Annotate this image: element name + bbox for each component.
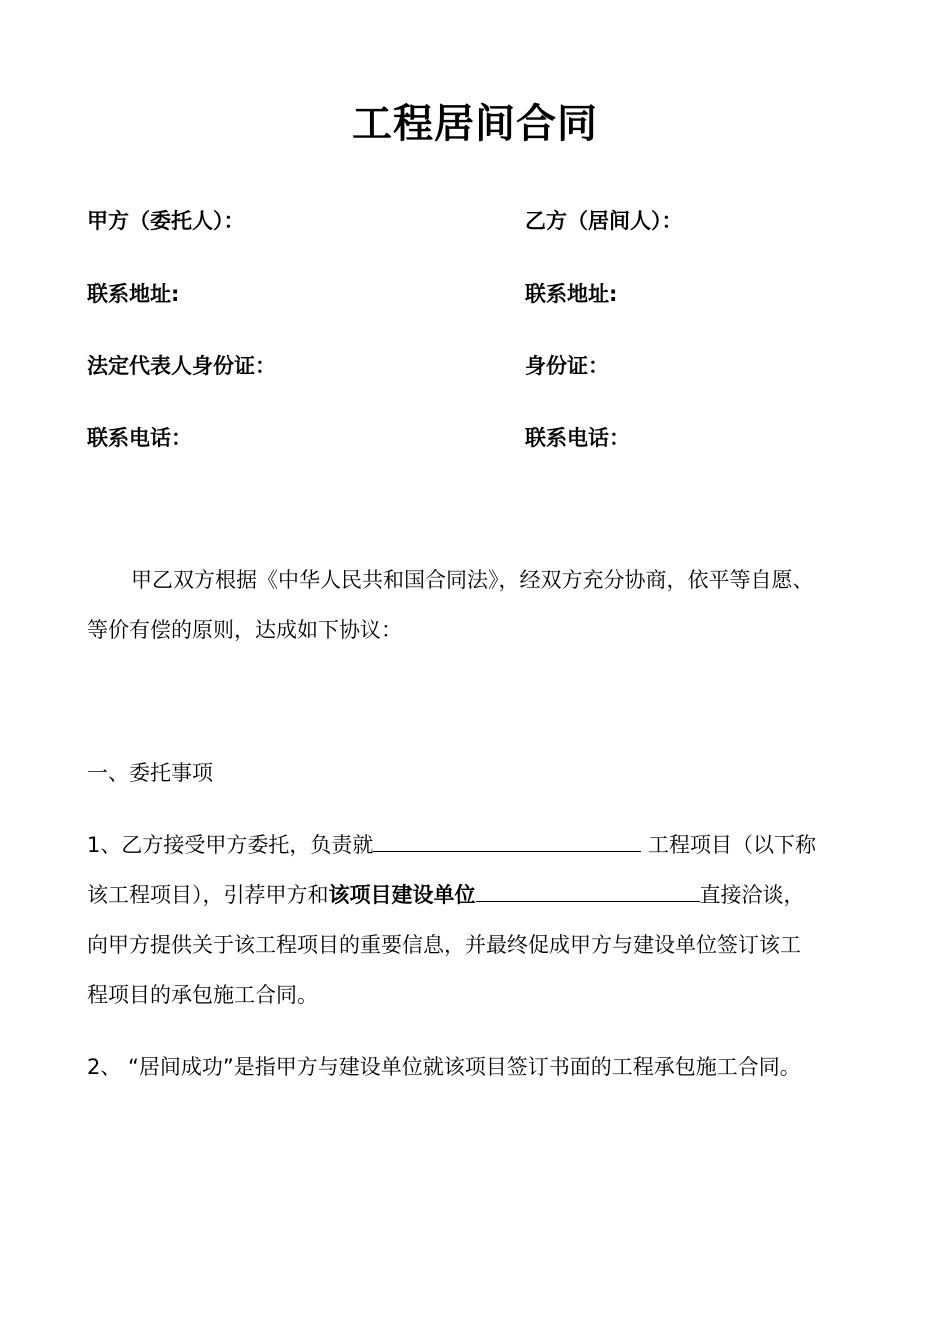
builder-name-blank — [476, 879, 700, 902]
intro-line-2: 等价有偿的原则，达成如下协议： — [87, 618, 402, 642]
project-name-blank — [373, 829, 641, 852]
clause-1-text-b: 工程项目（以下称 — [641, 833, 817, 857]
clause-1-text-c: 该工程项目），引荐甲方和 — [87, 883, 329, 907]
clause-1-line-3: 向甲方提供关于该工程项目的重要信息，并最终促成甲方与建设单位签订该工 — [87, 933, 801, 957]
party-b-phone-label: 联系电话： — [525, 426, 630, 450]
party-row-phone — [87, 422, 887, 452]
party-b-label: 乙方（居间人）： — [525, 209, 683, 233]
intro-paragraph — [87, 555, 862, 655]
party-a-address-label: 联系地址: — [87, 282, 180, 306]
party-row-address — [87, 278, 887, 308]
party-b-address-label: 联系地址: — [525, 282, 618, 306]
intro-line-1: 甲乙双方根据《中华人民共和国合同法》，经双方充分协商，依平等自愿、 — [131, 568, 814, 592]
party-row-name — [87, 205, 887, 235]
party-a-id-label: 法定代表人身份证： — [87, 354, 276, 378]
party-row-id — [87, 350, 887, 380]
party-b-id-label: 身份证： — [525, 354, 609, 378]
clause-1-bold-text: 该项目建设单位 — [328, 883, 476, 907]
section-heading-text: 一、委托事项 — [87, 761, 213, 785]
clause-1-text-d: 直接洽谈， — [699, 883, 805, 907]
clause-1-line-4: 程项目的承包施工合同。 — [87, 983, 318, 1007]
document-title: 工程居间合同 — [352, 101, 598, 147]
clause-2-text: 2、 “居间成功”是指甲方与建设单位就该项目签订书面的工程承包施工合同。 — [87, 1055, 801, 1079]
clause-1 — [87, 820, 862, 1020]
clause-1-line-1 — [87, 820, 862, 870]
section-1-heading — [87, 748, 862, 798]
clause-1-text-a: 1、乙方接受甲方委托，负责就 — [87, 833, 374, 857]
clause-1-line-2 — [87, 870, 862, 920]
clause-2 — [87, 1042, 862, 1092]
party-a-label: 甲方（委托人）： — [87, 209, 245, 233]
party-a-phone-label: 联系电话： — [87, 426, 192, 450]
